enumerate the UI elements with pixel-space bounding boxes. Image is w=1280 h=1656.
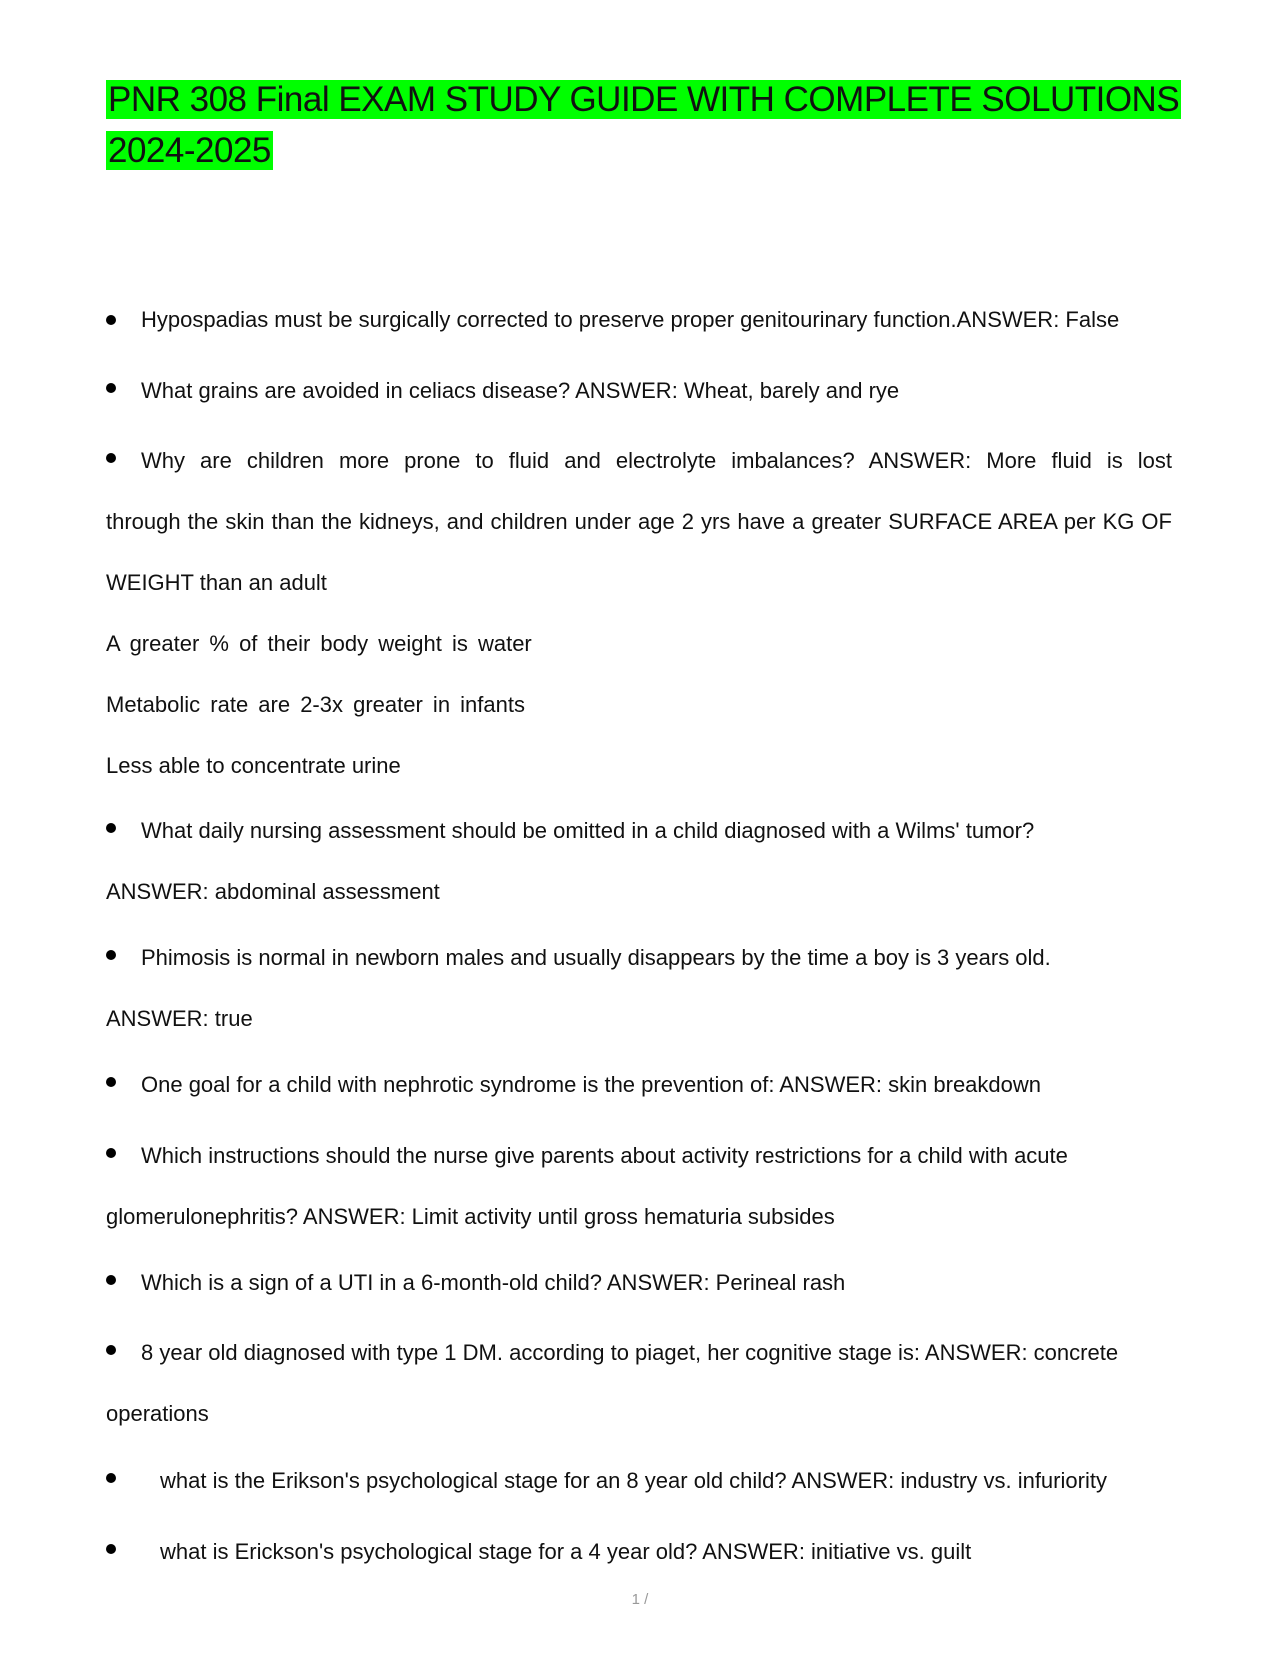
list-item: what is Erickson's psychological stage for a 4 year old? ANSWER: initiative vs. guilt bbox=[160, 1539, 972, 1564]
bullet-icon bbox=[106, 383, 116, 393]
list-item: Which instructions should the nurse give parents about activity restrictions for a child with acute bbox=[141, 1143, 1068, 1168]
bullet-icon bbox=[106, 453, 116, 463]
list-item: Phimosis is normal in newborn males and usually disappears by the time a boy is 3 years old. bbox=[141, 945, 1051, 970]
bullet-icon bbox=[106, 1473, 116, 1483]
list-item: What grains are avoided in celiacs disease? ANSWER: Wheat, barely and rye bbox=[141, 378, 900, 403]
list-item: what is the Erikson's psychological stage for an 8 year old child? ANSWER: industry vs. infuriority bbox=[160, 1468, 1107, 1493]
page-title bbox=[106, 74, 1206, 176]
paragraph-line: A greater % of their body weight is water bbox=[106, 631, 532, 656]
list-item: 8 year old diagnosed with type 1 DM. according to piaget, her cognitive stage is: ANSWER: concrete bbox=[141, 1340, 1119, 1365]
list-item: Which is a sign of a UTI in a 6-month-old child? ANSWER: Perineal rash bbox=[141, 1270, 846, 1295]
list-item-continuation: glomerulonephritis? ANSWER: Limit activity until gross hematuria subsides bbox=[106, 1204, 835, 1229]
page-number: 1 / bbox=[631, 1591, 649, 1608]
list-item: Why are children more prone to fluid and electrolyte imbalances? ANSWER: More fluid is lost bbox=[141, 448, 1172, 473]
list-item-continuation: ANSWER: abdominal assessment bbox=[106, 879, 440, 904]
bullet-icon bbox=[106, 823, 116, 833]
list-item: Hypospadias must be surgically corrected to preserve proper genitourinary function.ANSWER: False bbox=[141, 307, 1120, 332]
paragraph-line: Less able to concentrate urine bbox=[106, 753, 401, 778]
paragraph-line: Metabolic rate are 2-3x greater in infants bbox=[106, 692, 525, 717]
list-item-continuation: through the skin than the kidneys, and children under age 2 yrs have a greater SURFACE AREA per KG OF bbox=[106, 509, 1172, 534]
bullet-icon bbox=[106, 950, 116, 960]
title-highlight: PNR 308 Final EXAM STUDY GUIDE WITH COMPLETE SOLUTIONS 2024-2025 bbox=[108, 80, 1180, 170]
bullet-icon bbox=[106, 1077, 116, 1087]
list-item-continuation: ANSWER: true bbox=[106, 1006, 253, 1031]
bullet-icon bbox=[106, 1544, 116, 1554]
bullet-icon bbox=[106, 1148, 116, 1158]
list-item-continuation: operations bbox=[106, 1401, 209, 1426]
list-item: What daily nursing assessment should be omitted in a child diagnosed with a Wilms' tumor? bbox=[141, 818, 1035, 843]
bullet-icon bbox=[106, 315, 116, 325]
bullet-icon bbox=[106, 1275, 116, 1285]
list-item-continuation: WEIGHT than an adult bbox=[106, 570, 327, 595]
bullet-icon bbox=[106, 1345, 116, 1355]
list-item: One goal for a child with nephrotic syndrome is the prevention of: ANSWER: skin breakdown bbox=[141, 1072, 1042, 1097]
